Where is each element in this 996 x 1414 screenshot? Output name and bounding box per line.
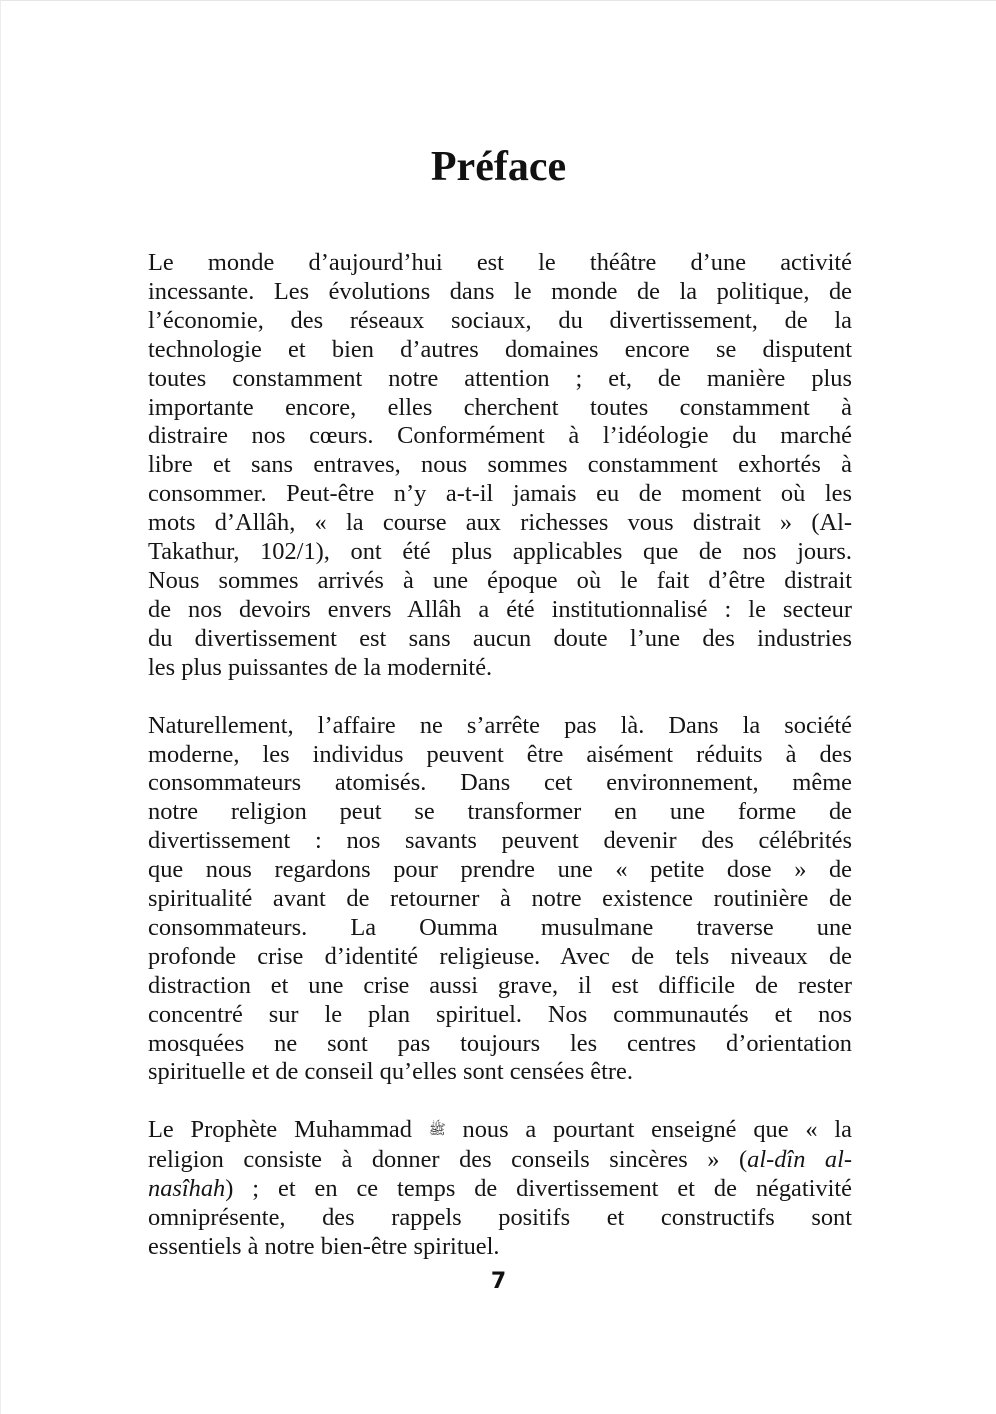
text-line: mosquées ne sont pas toujours les centres d’orientation	[148, 1029, 852, 1057]
paragraph-2	[148, 712, 852, 1088]
text-line: Naturellement, l’affaire ne s’arrête pas là. Dans la société	[148, 711, 852, 739]
text-line	[148, 1116, 852, 1146]
text-line: notre religion peut se transformer en une forme de	[148, 798, 852, 826]
preface-body	[148, 249, 852, 1291]
text-line: que nous regardons pour prendre une « petite dose » de	[148, 856, 852, 884]
text-line: spirituelle et de conseil qu’elles sont censées être.	[148, 1058, 633, 1086]
text-line: l’économie, des réseaux sociaux, du divertissement, de la	[148, 306, 852, 334]
text-line: du divertissement est sans aucun doute l’une des industries	[148, 624, 852, 652]
page-number: 7	[490, 1269, 507, 1294]
text-line: moderne, les individus peuvent être aisément réduits à des	[148, 740, 852, 768]
text-line	[148, 1175, 852, 1204]
text-line: Takathur, 102/1), ont été plus applicables que de nos jours.	[148, 538, 852, 566]
text-line: divertissement : nos savants peuvent devenir des célébrités	[148, 827, 852, 855]
text-line: mots d’Allâh, « la course aux richesses vous distrait » (Al-	[148, 509, 852, 537]
text-line: technologie et bien d’autres domaines encore se disputent	[148, 335, 852, 363]
text-line: profonde crise d’identité religieuse. Avec de tels niveaux de	[148, 942, 852, 970]
paragraph-3	[148, 1116, 852, 1262]
text-line: toutes constamment notre attention ; et, de manière plus	[148, 364, 852, 392]
salutation-symbol-icon: ﷺ	[428, 1123, 446, 1139]
text-line: Le monde d’aujourd’hui est le théâtre d’une activité	[148, 249, 852, 276]
text-line: libre et sans entraves, nous sommes constamment exhortés à	[148, 451, 852, 479]
transliteration-text: nasîhah	[148, 1175, 226, 1203]
text-line: essentiels à notre bien-être spirituel.	[148, 1233, 500, 1260]
text-line: consommateurs atomisés. Dans cet environnement, même	[148, 769, 852, 797]
text-line: distraction et une crise aussi grave, il est difficile de rester	[148, 971, 852, 999]
text-line: consommer. Peut-être n’y a-t-il jamais eu de moment où les	[148, 480, 852, 508]
text-line: Nous sommes arrivés à une époque où le fait d’être distrait	[148, 566, 852, 594]
text-segment: nous a pourtant enseigné que « la	[462, 1116, 852, 1144]
text-line: spiritualité avant de retourner à notre existence routinière de	[148, 885, 852, 913]
text-line: importante encore, elles cherchent toutes constamment à	[148, 393, 852, 421]
text-line: les plus puissantes de la modernité.	[148, 653, 493, 681]
paragraph-1	[148, 249, 852, 683]
text-line: de nos devoirs envers Allâh a été institutionnalisé : le secteur	[148, 595, 852, 623]
text-line: consommateurs. La Oumma musulmane traverse une	[148, 913, 852, 941]
text-line: incessante. Les évolutions dans le monde de la politique, de	[148, 277, 852, 305]
text-line: distraire nos cœurs. Conformément à l’idéologie du marché	[148, 422, 852, 450]
page-title: Préface	[430, 144, 567, 190]
text-segment: ) ; et en ce temps de divertissement et de négativité	[225, 1175, 852, 1203]
text-segment: Le Prophète Muhammad	[148, 1116, 412, 1144]
text-line: omniprésente, des rappels positifs et constructifs sont	[148, 1204, 852, 1232]
transliteration-text: al-dîn al-	[747, 1146, 852, 1174]
text-line	[148, 1146, 852, 1175]
text-line: concentré sur le plan spirituel. Nos communautés et nos	[148, 1000, 852, 1028]
text-segment: religion consiste à donner des conseils sincères » (	[148, 1146, 748, 1174]
